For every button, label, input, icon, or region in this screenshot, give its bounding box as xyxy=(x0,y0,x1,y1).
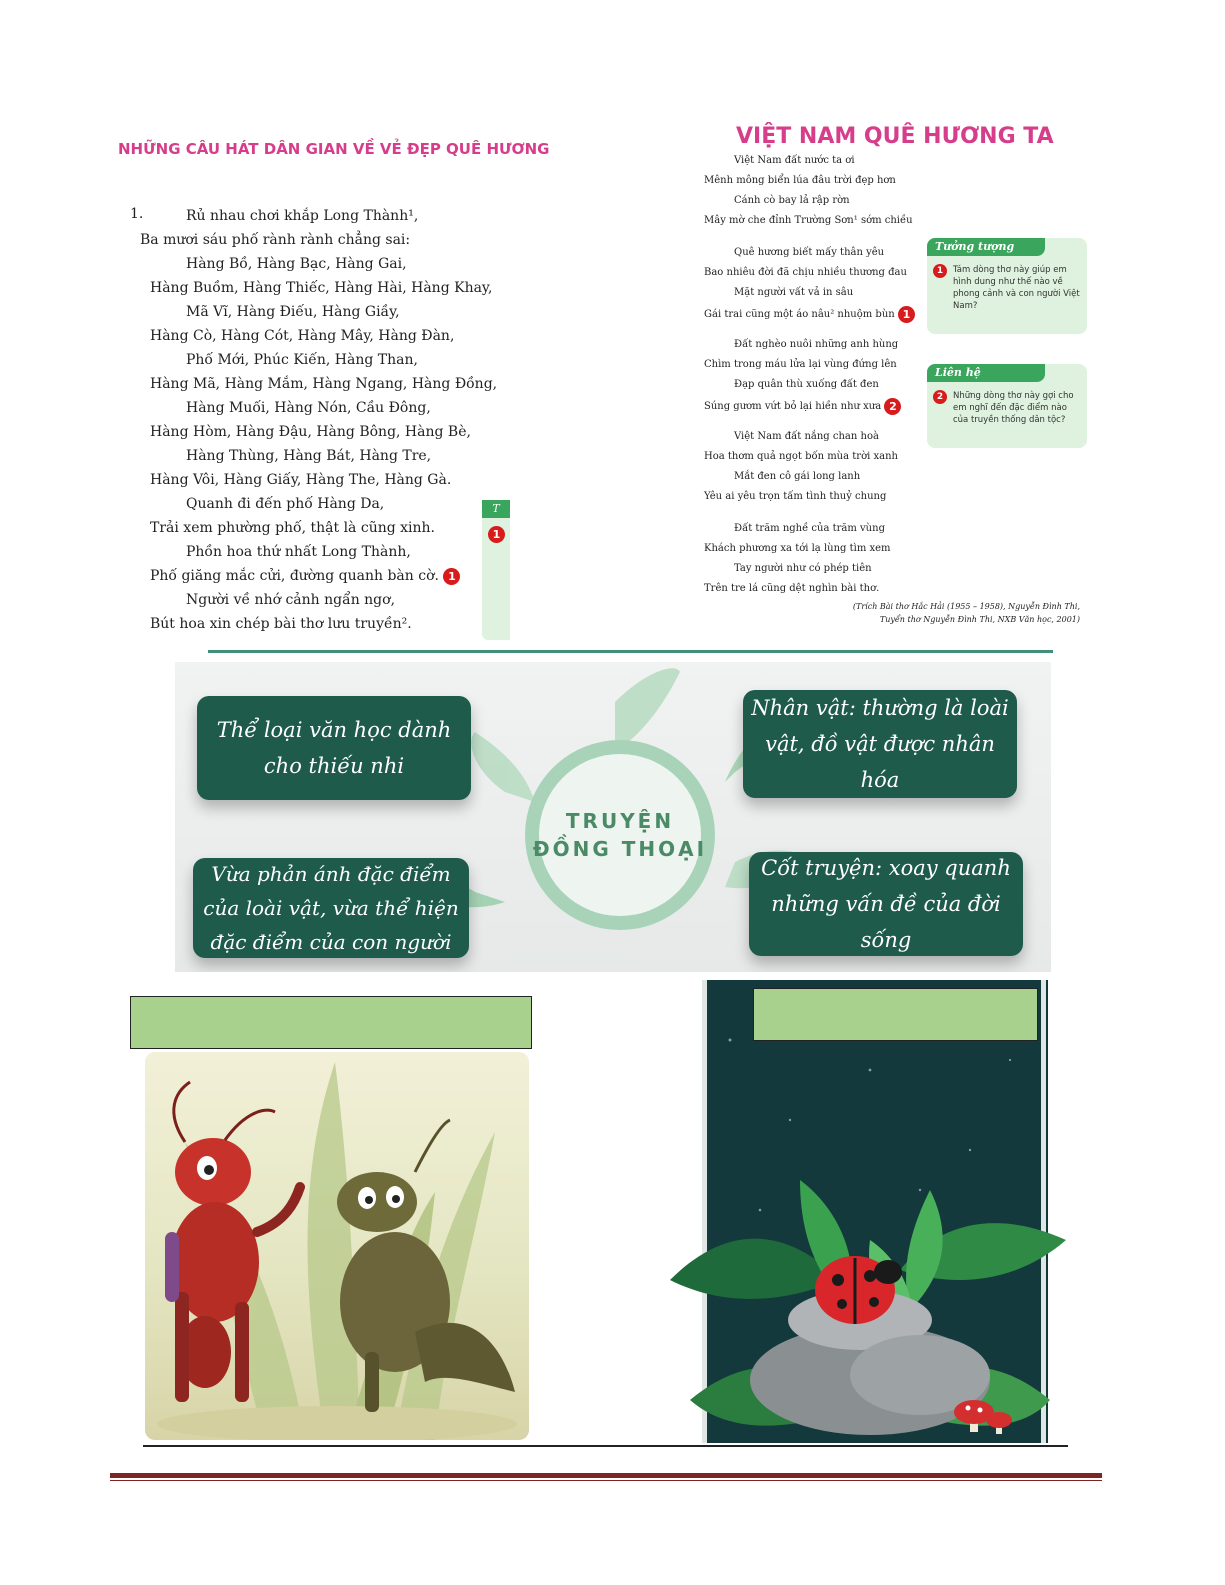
note-connect-text: Những dòng thơ này gợi cho em nghĩ đến đặc điểm nào của truyền thống dân tộc? xyxy=(953,391,1074,425)
poem-line: Mã Vĩ, Hàng Điếu, Hàng Giầy, xyxy=(186,304,400,320)
poem-line: Hàng Hòm, Hàng Đậu, Hàng Bông, Hàng Bè, xyxy=(150,424,471,440)
note-imagine-marker: 1 xyxy=(933,264,947,278)
poem-line-text: Súng gươm vứt bỏ lại hiền như xưa xyxy=(704,401,882,412)
note-imagine-head: Tưởng tượng xyxy=(927,238,1045,256)
ant-grasshopper-drawing xyxy=(145,1052,529,1440)
poem-line: Ba mươi sáu phố rành rành chẳng sai: xyxy=(140,232,411,248)
poem-line: Việt Nam đất nắng chan hoà xyxy=(734,431,879,442)
poem-line: Đất trăm nghề của trăm vùng xyxy=(734,523,885,534)
poem-page-right xyxy=(700,118,1095,638)
poem-line-text: Phố giăng mắc cửi, đường quanh bàn cờ. xyxy=(150,568,439,584)
poem-line: Hàng Buồm, Hàng Thiếc, Hàng Hài, Hàng Khay, xyxy=(150,280,493,296)
question-marker: 2 xyxy=(884,398,901,415)
ladybug-illustration xyxy=(670,980,1066,1443)
poem-line xyxy=(704,398,901,415)
poem-line: Yêu ai yêu trọn tấm tình thuỷ chung xyxy=(704,491,887,502)
poem-line: Chìm trong máu lửa lại vùng đứng lên xyxy=(704,359,897,370)
mindmap-node-traits: Vừa phản ánh đặc điểm của loài vật, vừa thể hiện đặc điểm của con người xyxy=(193,858,469,958)
note-connect-head: Liên hệ xyxy=(927,364,1045,382)
mindmap-node-characters: Nhân vật: thường là loài vật, đồ vật được nhân hóa xyxy=(743,690,1017,798)
poem-line: Đất nghèo nuôi những anh hùng xyxy=(734,339,899,350)
poem-line: Khách phương xa tới lạ lùng tìm xem xyxy=(704,543,891,554)
poem-line xyxy=(704,306,915,323)
note-imagine-text: Tám dòng thơ này giúp em hình dung như thế nào về phong cảnh và con người Việt Nam? xyxy=(953,265,1080,311)
poem-line: Hàng Muối, Hàng Nón, Cầu Đông, xyxy=(186,400,431,416)
poem-line xyxy=(150,566,460,586)
source-line: (Trích Bài thơ Hắc Hải (1955 – 1958), Nguyễn Đình Thi, xyxy=(852,602,1080,611)
poem-line: Đạp quân thù xuống đất đen xyxy=(734,379,879,390)
poem-line: Hàng Bồ, Hàng Bạc, Hàng Gai, xyxy=(186,256,407,272)
poem-line: Mặt người vất vả in sâu xyxy=(734,287,854,298)
poem-line: Phố Mới, Phúc Kiến, Hàng Than, xyxy=(186,352,418,368)
answer-label-box-left[interactable] xyxy=(130,996,532,1049)
poem-line: Mênh mông biển lúa đâu trời đẹp hơn xyxy=(704,175,896,186)
poem-source xyxy=(810,600,1080,626)
poem-line: Việt Nam đất nước ta ơi xyxy=(734,155,855,166)
poem-line: Quanh đi đến phố Hàng Da, xyxy=(186,496,385,512)
poem-line: Mắt đen cô gái long lanh xyxy=(734,471,861,482)
poem-line: Mây mờ che đỉnh Trường Sơn¹ sớm chiều xyxy=(704,215,913,226)
note-imagine xyxy=(927,238,1087,334)
poem-line: Trải xem phường phố, thật là cũng xinh. xyxy=(150,520,435,536)
ladybug-drawing xyxy=(670,980,1066,1443)
left-page-title: NHỮNG CÂU HÁT DÂN GIAN VỀ VẺ ĐẸP QUÊ HƯƠNG xyxy=(118,140,550,158)
poem-line: Quê hương biết mấy thân yêu xyxy=(734,247,885,258)
poem-line: Hàng Cò, Hàng Cót, Hàng Mây, Hàng Đàn, xyxy=(150,328,455,344)
poem-line: Người về nhớ cảnh ngẩn ngơ, xyxy=(186,592,396,608)
poem-line: Trên tre lá cũng dệt nghìn bài thơ. xyxy=(704,583,880,594)
poem-line: Bao nhiêu đời đã chịu nhiều thương đau xyxy=(704,267,907,278)
note-connect-marker: 2 xyxy=(933,390,947,404)
fable-mindmap xyxy=(175,662,1051,972)
poem-page-left xyxy=(110,118,550,648)
note-connect xyxy=(927,364,1087,448)
poem-line: Hàng Thùng, Hàng Bát, Hàng Tre, xyxy=(186,448,432,464)
center-line: TRUYỆN xyxy=(565,809,675,833)
center-line: ĐỒNG THOẠI xyxy=(532,837,708,861)
poem-line: Tay người như có phép tiên xyxy=(734,563,872,574)
poem-line: Cánh cò bay lả rập rờn xyxy=(734,195,850,206)
poem-line: Rủ nhau chơi khắp Long Thành¹, xyxy=(186,208,419,224)
answer-label-box-right[interactable] xyxy=(753,988,1038,1041)
side-note-tab-head: T xyxy=(482,500,510,518)
poem-line: Hàng Vôi, Hàng Giấy, Hàng The, Hàng Gà. xyxy=(150,472,452,488)
footer-rule-thin xyxy=(110,1480,1102,1481)
right-page-title: VIỆT NAM QUÊ HƯƠNG TA xyxy=(736,124,1054,149)
poem-line: Hoa thơm quả ngọt bốn mùa trời xanh xyxy=(704,451,898,462)
question-marker: 1 xyxy=(443,568,460,585)
mindmap-center-label xyxy=(525,740,715,930)
side-note-tab xyxy=(482,500,510,640)
ant-and-grasshopper-illustration xyxy=(145,1052,529,1440)
footer-rule xyxy=(110,1473,1102,1478)
side-note-marker: 1 xyxy=(488,526,505,543)
section-divider xyxy=(208,650,1053,653)
question-marker: 1 xyxy=(898,306,915,323)
mindmap-node-plot: Cốt truyện: xoay quanh những vấn đề của đời sống xyxy=(749,852,1023,956)
source-line: Tuyển thơ Nguyễn Đình Thi, NXB Văn học, 2001) xyxy=(879,615,1080,624)
content-bottom-rule xyxy=(143,1445,1068,1447)
poem-line-text: Gái trai cũng một áo nâu² nhuộm bùn xyxy=(704,309,895,320)
poem-number: 1. xyxy=(130,206,144,222)
poem-line: Hàng Mã, Hàng Mắm, Hàng Ngang, Hàng Đồng, xyxy=(150,376,498,392)
poem-line: Bút hoa xin chép bài thơ lưu truyền². xyxy=(150,616,412,632)
mindmap-node-genre: Thể loại văn học dành cho thiếu nhi xyxy=(197,696,471,800)
poem-line: Phồn hoa thứ nhất Long Thành, xyxy=(186,544,411,560)
